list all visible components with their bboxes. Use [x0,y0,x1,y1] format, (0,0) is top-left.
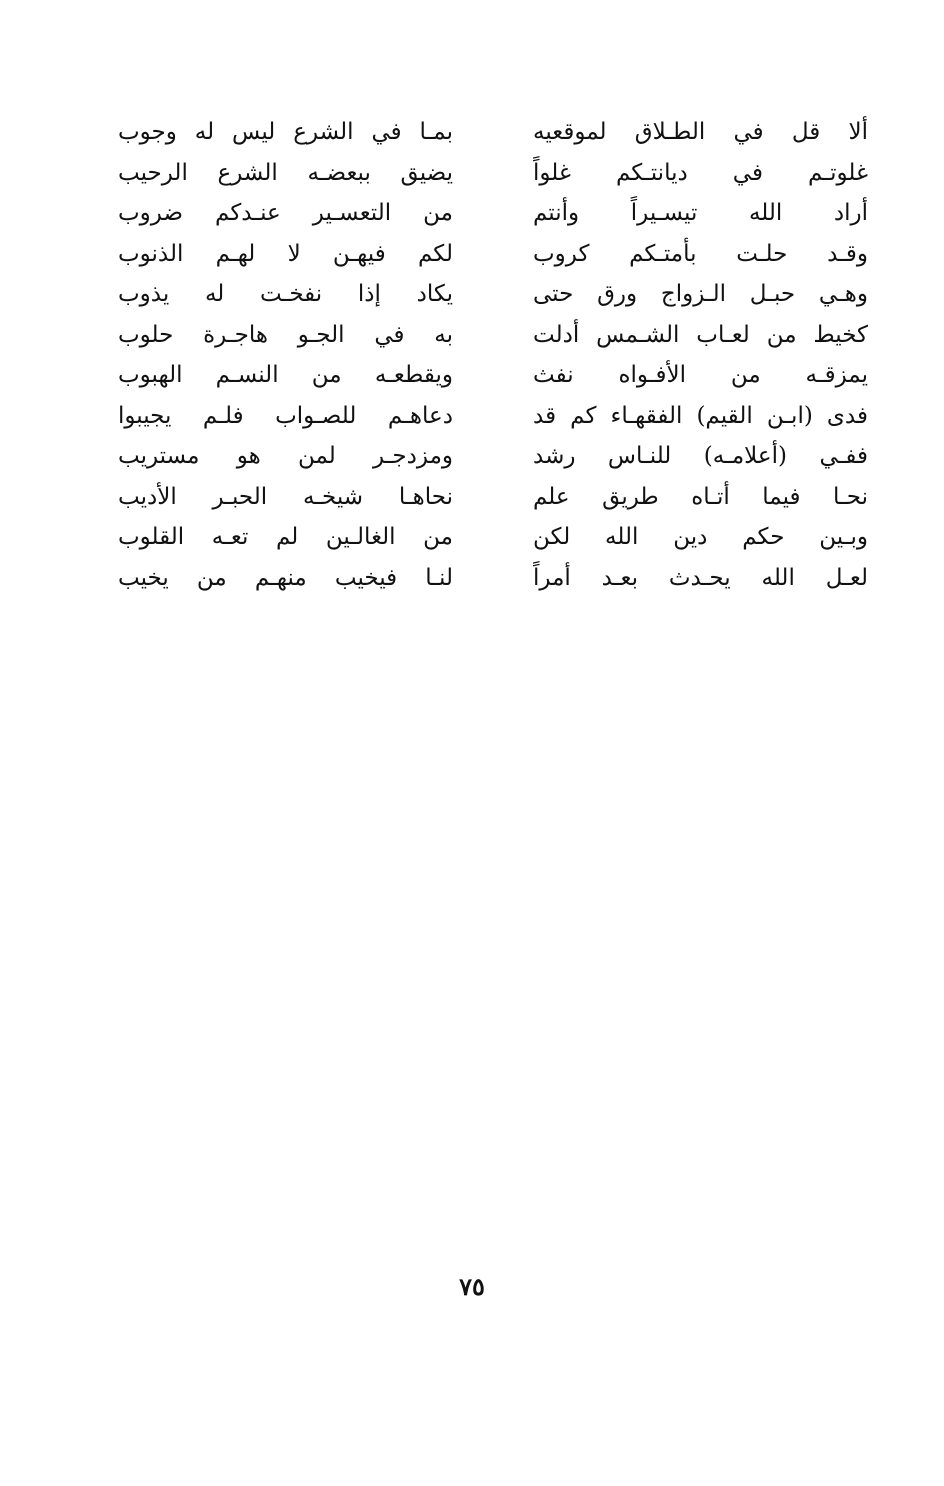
verse-line: من الغالـين لم تعـه القلوب [118,524,453,550]
page-number: ٧٥ [459,1272,485,1301]
verse-line: لنـا فيخيب منهـم من يخيب [118,564,453,591]
verse-line: يضيق ببعضـه الشرع الرحيب [118,159,453,186]
verse-line: دعاهـم للصـواب فلـم يجيبوا [118,402,453,429]
verse-line: فدى (ابـن القيم) الفقهـاء كم قد [533,402,868,429]
verse-line: ومزدجـر لمن هو مستريب [118,443,453,469]
verse-line: يمزقـه من الأفـواه نفث [533,362,868,388]
verse-line: غلوتـم في ديانتـكم غلواً [533,159,868,186]
verse-line: وبـين حكم دين الله لكن [533,524,868,550]
verse-line: ويقطعـه من النسـم الهبوب [118,362,453,388]
verse-line: نحـا فيما أتـاه طريق علم [533,483,868,510]
verse-line: وهـي حبـل الـزواج ورق حتى [533,281,868,307]
verse-line: كخيط من لعـاب الشـمس أدلت [533,321,868,348]
first-hemistichs-column [533,112,868,598]
verse-line: ألا قل في الطـلاق لموقعيه [533,119,868,145]
verse-line: لكم فيهـن لا لهـم الذنوب [118,240,453,267]
verse-line: لعـل الله يحـدث بعـد أمراً [533,564,868,591]
second-hemistichs-column [118,112,453,598]
verse-line: وقـد حلـت بأمتـكم كروب [533,240,868,267]
verse-line: من التعسـير عنـدكم ضروب [118,200,453,226]
poem [118,112,868,598]
verse-line: ففـي (أعلامـه) للنـاس رشد [533,443,868,469]
verse-line: يكاد إذا نفخـت له يذوب [118,281,453,307]
verse-line: بمـا في الشرع ليس له وجوب [118,119,453,145]
verse-line: به في الجـو هاجـرة حلوب [118,321,453,348]
verse-line: نحاهـا شيخـه الحبـر الأديب [118,483,453,510]
verse-line: أراد الله تيسـيراً وأنتم [533,200,868,226]
